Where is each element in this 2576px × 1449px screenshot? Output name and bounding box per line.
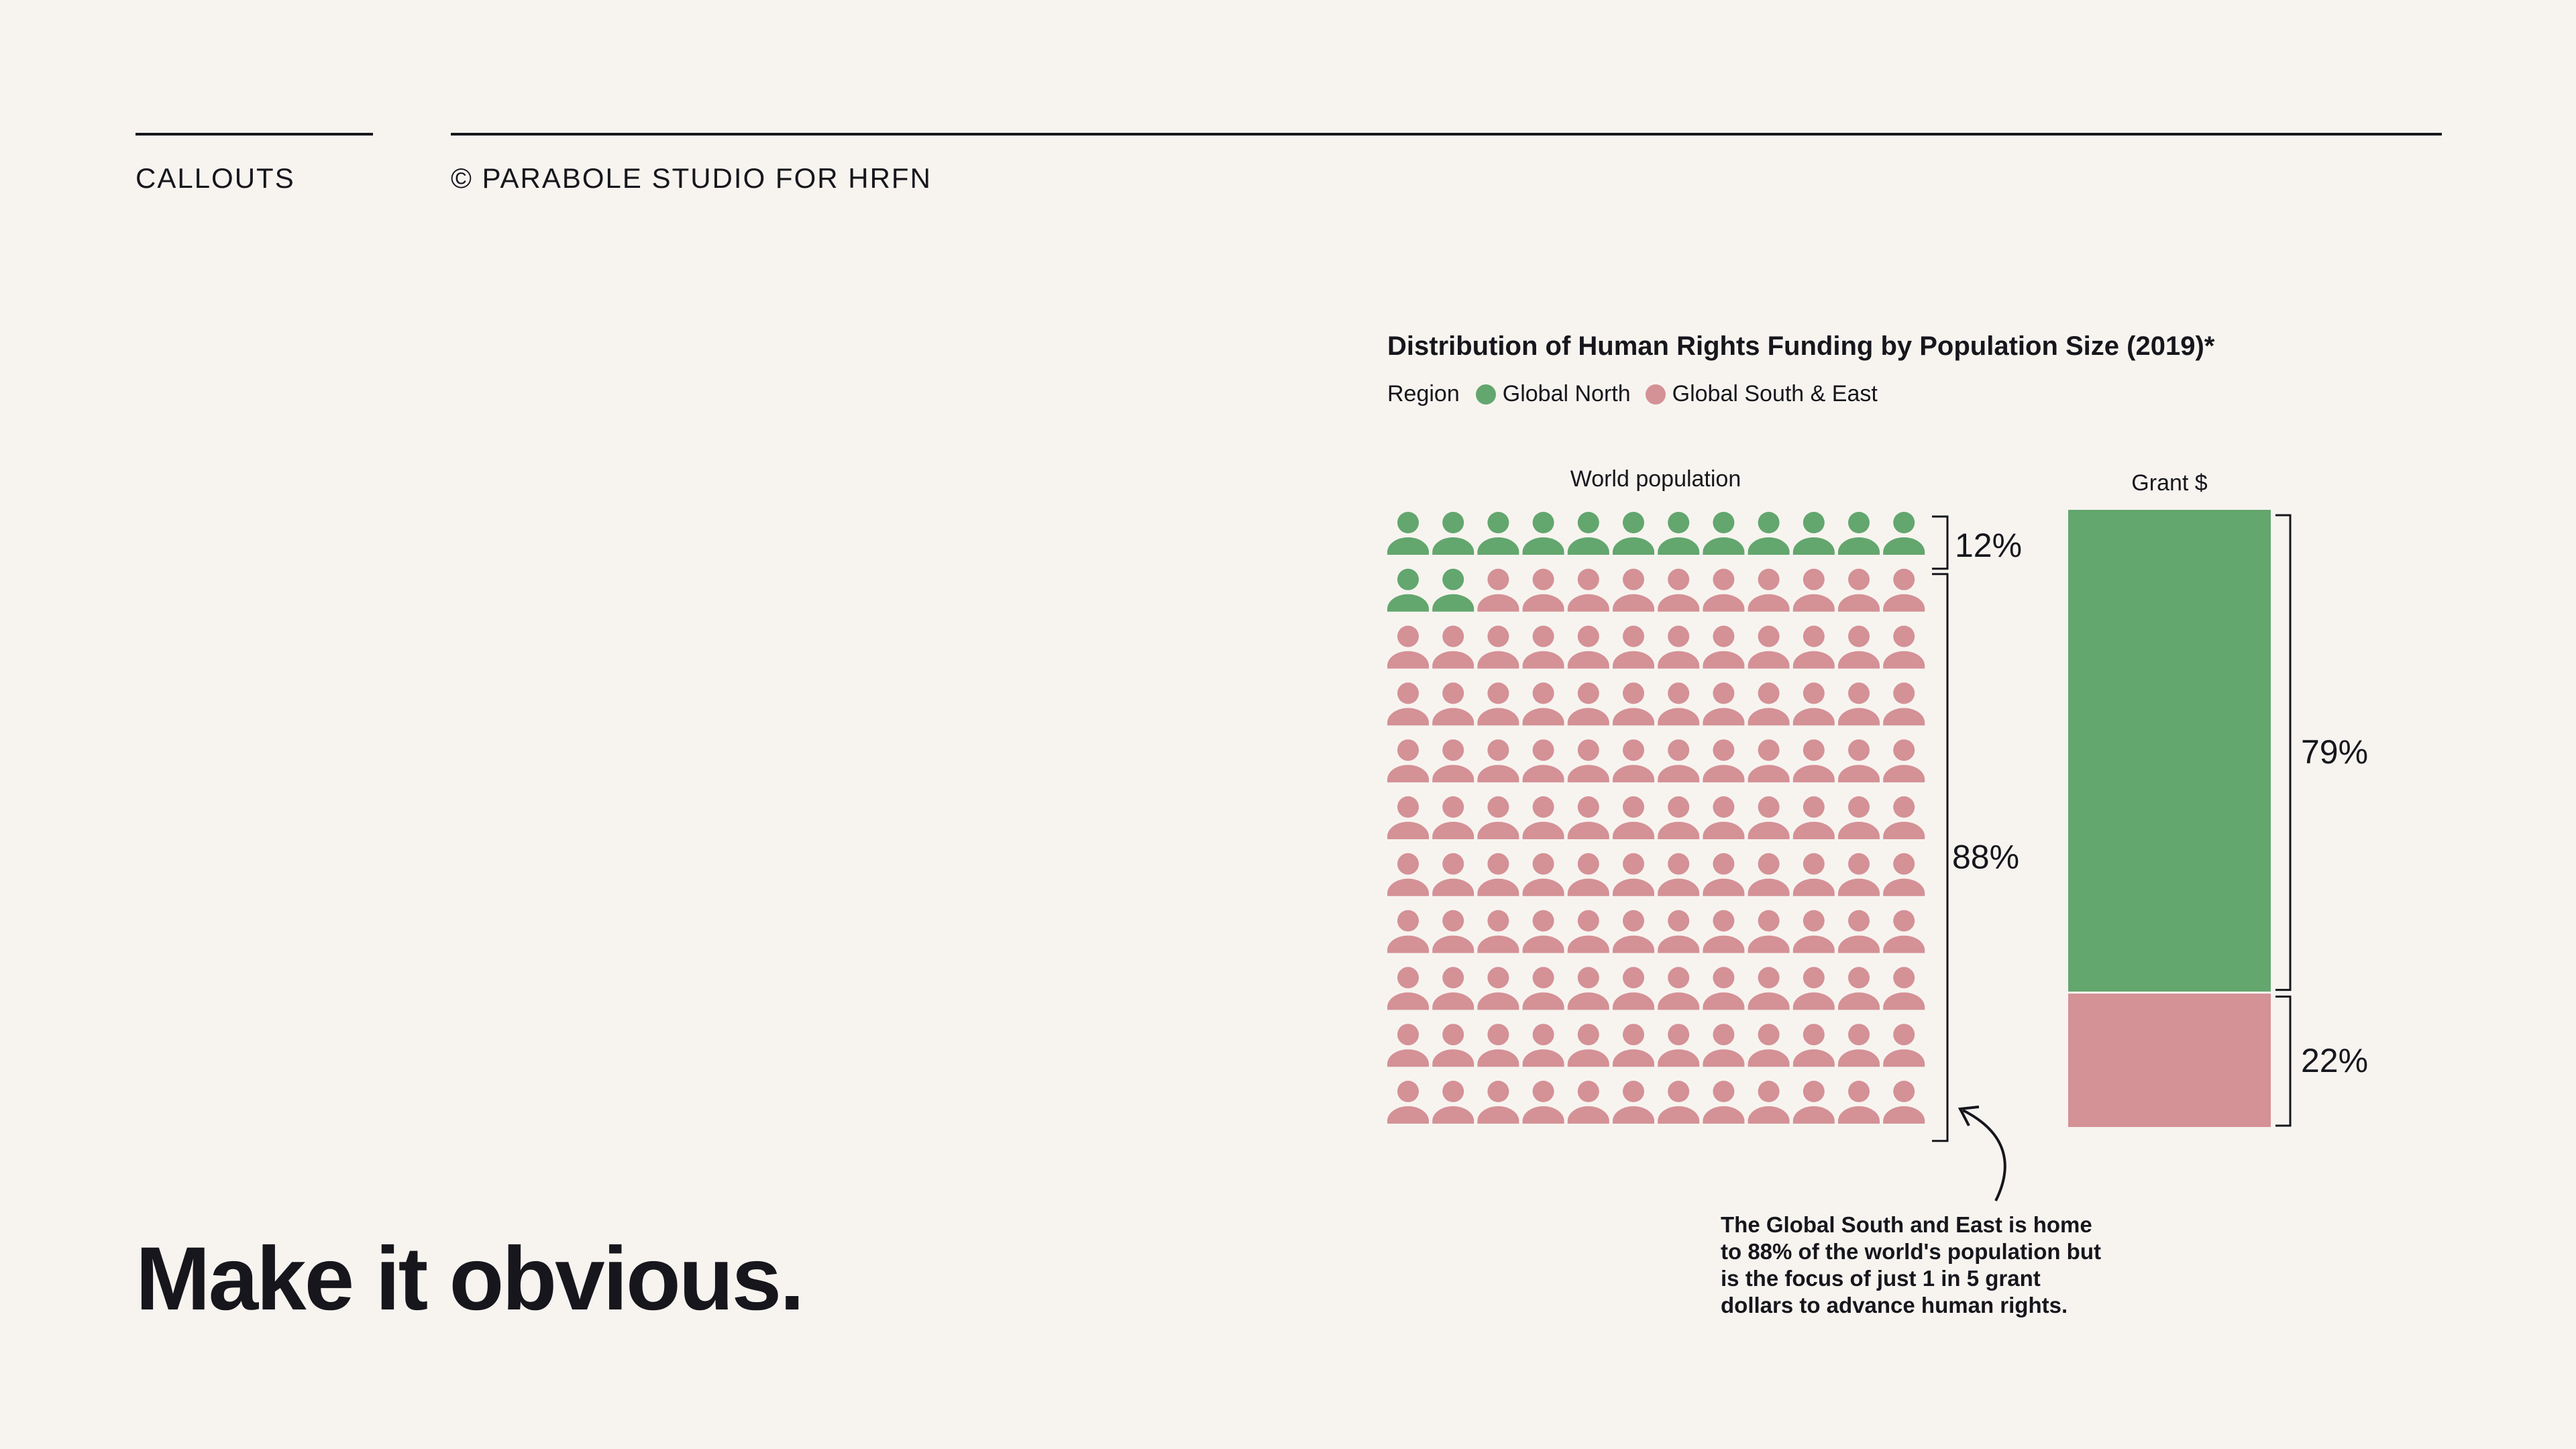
- population-waffle: [1387, 512, 1925, 1124]
- person-icon-global-south-east: [1477, 569, 1519, 612]
- person-icon-global-north: [1748, 512, 1790, 555]
- person-icon-global-north: [1477, 512, 1519, 555]
- person-icon-global-south-east: [1477, 682, 1519, 725]
- person-icon-global-south-east: [1387, 626, 1429, 669]
- bracket-global-south-east-population: [1932, 574, 1947, 1141]
- person-icon-global-north: [1793, 512, 1835, 555]
- population-brackets: [1932, 517, 2022, 1141]
- legend-label-global-south-east: Global South & East: [1672, 381, 1878, 407]
- person-icon-global-south-east: [1432, 796, 1474, 839]
- person-icon-global-south-east: [1568, 626, 1609, 669]
- person-icon-global-south-east: [1523, 1024, 1564, 1067]
- person-icon-global-south-east: [1793, 910, 1835, 953]
- bracket-grant-global-south-east: [2275, 997, 2290, 1126]
- person-icon-global-south-east: [1748, 796, 1790, 839]
- person-icon-global-south-east: [1387, 1081, 1429, 1124]
- person-icon-global-south-east: [1748, 1024, 1790, 1067]
- chart-annotation: The Global South and East is home to 88% of the world's population but is the focus of just 1 in 5 grant dollars to advance human rights.: [1721, 1212, 2101, 1318]
- person-icon-global-south-east: [1568, 967, 1609, 1010]
- person-icon-global-north: [1838, 512, 1880, 555]
- person-icon-global-south-east: [1703, 569, 1744, 612]
- person-icon-global-south-east: [1568, 739, 1609, 782]
- person-icon-global-south-east: [1748, 626, 1790, 669]
- person-icon-global-south-east: [1613, 853, 1654, 896]
- person-icon-global-south-east: [1703, 910, 1744, 953]
- person-icon-global-south-east: [1387, 1024, 1429, 1067]
- person-icon-global-south-east: [1658, 626, 1699, 669]
- person-icon-global-north: [1387, 569, 1429, 612]
- person-icon-global-south-east: [1838, 1024, 1880, 1067]
- person-icon-global-south-east: [1703, 853, 1744, 896]
- person-icon-global-south-east: [1883, 569, 1925, 612]
- person-icon-global-south-east: [1432, 682, 1474, 725]
- person-icon-global-south-east: [1793, 796, 1835, 839]
- person-icon-global-south-east: [1523, 626, 1564, 669]
- person-icon-global-north: [1703, 512, 1744, 555]
- person-icon-global-north: [1613, 512, 1654, 555]
- person-icon-global-south-east: [1613, 1024, 1654, 1067]
- person-icon-global-south-east: [1703, 739, 1744, 782]
- person-icon-global-south-east: [1838, 682, 1880, 725]
- person-icon-global-south-east: [1387, 796, 1429, 839]
- person-icon-global-south-east: [1748, 967, 1790, 1010]
- person-icon-global-south-east: [1703, 682, 1744, 725]
- person-icon-global-north: [1658, 512, 1699, 555]
- person-icon-global-south-east: [1432, 853, 1474, 896]
- person-icon-global-south-east: [1477, 796, 1519, 839]
- person-icon-global-south-east: [1477, 1081, 1519, 1124]
- annotation-arrow-head: [1960, 1107, 1979, 1126]
- person-icon-global-south-east: [1523, 967, 1564, 1010]
- person-icon-global-south-east: [1658, 1081, 1699, 1124]
- person-icon-global-south-east: [1883, 910, 1925, 953]
- grant-title: Grant $: [2131, 470, 2208, 496]
- person-icon-global-south-east: [1387, 682, 1429, 725]
- person-icon-global-south-east: [1838, 626, 1880, 669]
- person-icon-global-south-east: [1838, 853, 1880, 896]
- person-icon-global-south-east: [1613, 1081, 1654, 1124]
- person-icon-global-south-east: [1613, 682, 1654, 725]
- grant-brackets: [2275, 515, 2368, 1126]
- person-icon-global-south-east: [1477, 1024, 1519, 1067]
- person-icon-global-south-east: [1658, 1024, 1699, 1067]
- person-icon-global-south-east: [1568, 569, 1609, 612]
- person-icon-global-south-east: [1658, 967, 1699, 1010]
- person-icon-global-south-east: [1477, 739, 1519, 782]
- bracket-grant-global-north: [2275, 515, 2290, 990]
- person-icon-global-south-east: [1568, 796, 1609, 839]
- person-icon-global-south-east: [1793, 682, 1835, 725]
- credit-label: © PARABOLE STUDIO FOR HRFN: [451, 162, 932, 194]
- person-icon-global-south-east: [1432, 1081, 1474, 1124]
- legend-label-global-north: Global North: [1502, 381, 1631, 407]
- grant-bar-global-south-east: [2068, 993, 2271, 1127]
- person-icon-global-south-east: [1613, 739, 1654, 782]
- person-icon-global-south-east: [1748, 739, 1790, 782]
- person-icon-global-south-east: [1838, 569, 1880, 612]
- grant-bar: [2068, 510, 2271, 1127]
- person-icon-global-south-east: [1523, 910, 1564, 953]
- page-headline: Make it obvious.: [136, 1229, 803, 1329]
- bracket-global-north-population: [1932, 517, 1947, 569]
- section-label: CALLOUTS: [136, 162, 295, 194]
- person-icon-global-south-east: [1703, 626, 1744, 669]
- person-icon-global-south-east: [1883, 626, 1925, 669]
- person-icon-global-south-east: [1658, 910, 1699, 953]
- person-icon-global-south-east: [1883, 739, 1925, 782]
- person-icon-global-north: [1432, 512, 1474, 555]
- person-icon-global-south-east: [1838, 796, 1880, 839]
- person-icon-global-south-east: [1658, 796, 1699, 839]
- person-icon-global-south-east: [1748, 910, 1790, 953]
- person-icon-global-south-east: [1387, 853, 1429, 896]
- legend-title: Region: [1387, 381, 1460, 407]
- person-icon-global-south-east: [1523, 853, 1564, 896]
- person-icon-global-south-east: [1432, 1024, 1474, 1067]
- person-icon-global-south-east: [1793, 626, 1835, 669]
- person-icon-global-south-east: [1613, 967, 1654, 1010]
- person-icon-global-north: [1568, 512, 1609, 555]
- population-title: World population: [1570, 466, 1741, 492]
- person-icon-global-north: [1523, 512, 1564, 555]
- grant-bar-global-north: [2068, 510, 2271, 993]
- person-icon-global-south-east: [1477, 626, 1519, 669]
- person-icon-global-south-east: [1703, 796, 1744, 839]
- person-icon-global-south-east: [1793, 1081, 1835, 1124]
- person-icon-global-south-east: [1658, 739, 1699, 782]
- person-icon-global-south-east: [1883, 853, 1925, 896]
- person-icon-global-north: [1883, 512, 1925, 555]
- person-icon-global-south-east: [1793, 569, 1835, 612]
- person-icon-global-north: [1432, 569, 1474, 612]
- person-icon-global-south-east: [1432, 626, 1474, 669]
- person-icon-global-south-east: [1793, 1024, 1835, 1067]
- person-icon-global-south-east: [1883, 796, 1925, 839]
- person-icon-global-south-east: [1523, 739, 1564, 782]
- person-icon-global-south-east: [1613, 910, 1654, 953]
- person-icon-global-south-east: [1523, 796, 1564, 839]
- person-icon-global-south-east: [1432, 967, 1474, 1010]
- person-icon-global-south-east: [1432, 910, 1474, 953]
- person-icon-global-south-east: [1523, 1081, 1564, 1124]
- annotation-arrow: [1960, 1107, 2005, 1201]
- person-icon-global-south-east: [1838, 1081, 1880, 1124]
- person-icon-global-south-east: [1883, 682, 1925, 725]
- person-icon-global-south-east: [1477, 910, 1519, 953]
- person-icon-global-south-east: [1613, 796, 1654, 839]
- label-grant-global-south-east: 22%: [2301, 1041, 2369, 1079]
- label-population-global-south-east: 88%: [1952, 838, 2020, 876]
- person-icon-global-south-east: [1838, 739, 1880, 782]
- person-icon-global-south-east: [1883, 1024, 1925, 1067]
- person-icon-global-south-east: [1568, 910, 1609, 953]
- person-icon-global-south-east: [1523, 682, 1564, 725]
- person-icon-global-south-east: [1703, 967, 1744, 1010]
- chart-title: Distribution of Human Rights Funding by Population Size (2019)*: [1387, 331, 2215, 361]
- person-icon-global-south-east: [1568, 1081, 1609, 1124]
- person-icon-global-south-east: [1568, 853, 1609, 896]
- person-icon-global-south-east: [1748, 682, 1790, 725]
- person-icon-global-south-east: [1432, 739, 1474, 782]
- person-icon-global-south-east: [1793, 967, 1835, 1010]
- person-icon-global-south-east: [1658, 853, 1699, 896]
- label-grant-global-north: 79%: [2301, 733, 2369, 771]
- person-icon-global-south-east: [1477, 967, 1519, 1010]
- person-icon-global-south-east: [1703, 1081, 1744, 1124]
- person-icon-global-south-east: [1883, 1081, 1925, 1124]
- person-icon-global-south-east: [1793, 739, 1835, 782]
- person-icon-global-south-east: [1883, 967, 1925, 1010]
- person-icon-global-north: [1387, 512, 1429, 555]
- person-icon-global-south-east: [1568, 1024, 1609, 1067]
- person-icon-global-south-east: [1793, 853, 1835, 896]
- person-icon-global-south-east: [1387, 910, 1429, 953]
- person-icon-global-south-east: [1387, 739, 1429, 782]
- person-icon-global-south-east: [1523, 569, 1564, 612]
- person-icon-global-south-east: [1703, 1024, 1744, 1067]
- person-icon-global-south-east: [1658, 569, 1699, 612]
- person-icon-global-south-east: [1748, 853, 1790, 896]
- person-icon-global-south-east: [1838, 967, 1880, 1010]
- person-icon-global-south-east: [1387, 967, 1429, 1010]
- person-icon-global-south-east: [1658, 682, 1699, 725]
- person-icon-global-south-east: [1748, 1081, 1790, 1124]
- person-icon-global-south-east: [1477, 853, 1519, 896]
- person-icon-global-south-east: [1613, 626, 1654, 669]
- person-icon-global-south-east: [1568, 682, 1609, 725]
- person-icon-global-south-east: [1613, 569, 1654, 612]
- person-icon-global-south-east: [1748, 569, 1790, 612]
- person-icon-global-south-east: [1838, 910, 1880, 953]
- label-population-global-north: 12%: [1955, 526, 2023, 564]
